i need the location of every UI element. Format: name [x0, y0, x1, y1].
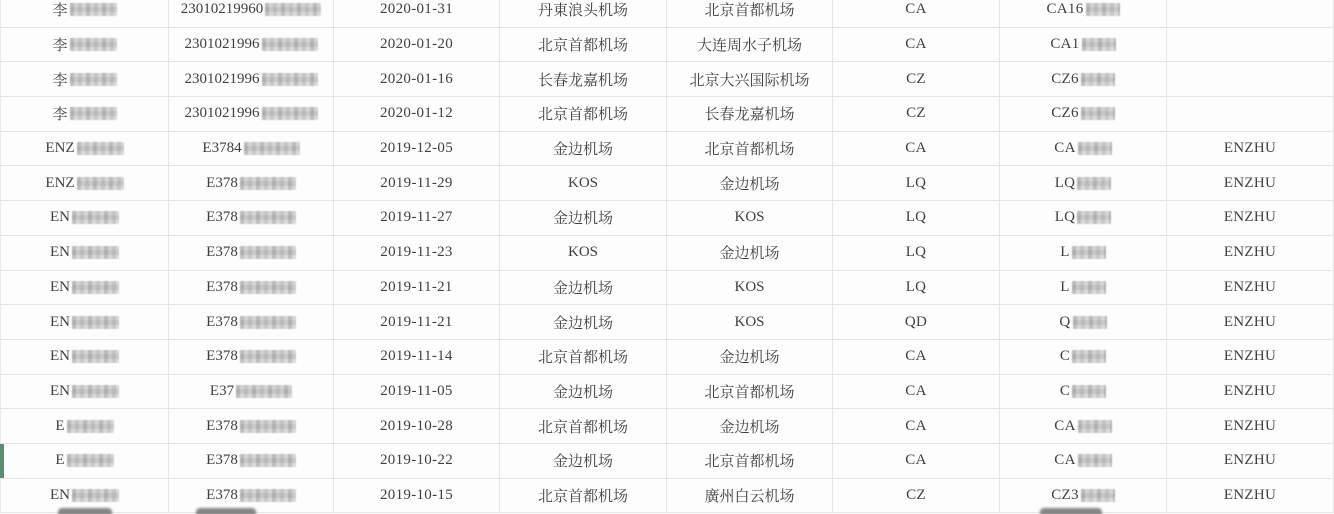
cell-arrival-airport[interactable]: 金边机场: [667, 340, 833, 374]
redaction-blur: [1072, 281, 1106, 294]
redaction-blur: [262, 107, 318, 120]
redaction-blur: [240, 177, 296, 190]
cell-passenger-name[interactable]: [0, 236, 169, 270]
redaction-blur: [67, 420, 114, 433]
cell-airline-code[interactable]: LQ: [833, 236, 1000, 270]
redaction-blur: [72, 246, 119, 259]
redaction-blur: [70, 3, 117, 16]
redaction-blur: [1078, 420, 1112, 433]
cell-flight-number[interactable]: [1000, 201, 1167, 235]
cell-booking-agent[interactable]: ENZHU: [1167, 271, 1334, 305]
name-prefix-text: 李: [52, 38, 68, 55]
cell-flight-number[interactable]: [1000, 132, 1167, 166]
name-prefix-text: E: [55, 417, 65, 434]
cell-id-number[interactable]: [169, 166, 334, 200]
cell-airline-code[interactable]: CA: [833, 444, 1000, 478]
redaction-blur: [262, 38, 318, 51]
cell-booking-agent[interactable]: ENZHU: [1167, 479, 1334, 513]
cell-id-number[interactable]: [169, 62, 334, 96]
cell-flight-number[interactable]: [1000, 97, 1167, 131]
cell-flight-number[interactable]: [1000, 236, 1167, 270]
cell-passenger-name[interactable]: [0, 305, 169, 339]
redaction-blur: [240, 489, 296, 502]
cell-flight-date[interactable]: 2020-01-20: [334, 28, 500, 62]
cell-passenger-name[interactable]: [0, 409, 169, 443]
cell-flight-number[interactable]: [1000, 62, 1167, 96]
id-prefix-text: E378: [206, 209, 238, 226]
flight-prefix-text: CZ6: [1051, 70, 1079, 87]
cell-flight-date[interactable]: 2019-11-21: [334, 305, 500, 339]
cell-airline-code[interactable]: QD: [833, 305, 1000, 339]
table-row: [0, 305, 1334, 340]
next-row-redaction-smudge: [58, 508, 112, 514]
cell-airline-code[interactable]: CA: [833, 375, 1000, 409]
cell-flight-date[interactable]: 2019-11-27: [334, 201, 500, 235]
cell-flight-number[interactable]: [1000, 340, 1167, 374]
cell-booking-agent[interactable]: ENZHU: [1167, 340, 1334, 374]
redaction-blur: [72, 281, 119, 294]
cell-airline-code[interactable]: CA: [833, 0, 1000, 27]
cell-arrival-airport[interactable]: 廣州白云机场: [667, 479, 833, 513]
cell-departure-airport[interactable]: 北京首都机场: [500, 28, 667, 62]
cell-flight-date[interactable]: 2019-11-05: [334, 375, 500, 409]
id-prefix-text: 2301021996: [184, 105, 260, 122]
cell-departure-airport[interactable]: KOS: [500, 236, 667, 270]
flight-prefix-text: CA: [1054, 140, 1076, 157]
cell-airline-code[interactable]: CZ: [833, 62, 1000, 96]
table-row: [0, 0, 1334, 28]
cell-booking-agent[interactable]: ENZHU: [1167, 201, 1334, 235]
redaction-blur: [1077, 177, 1111, 190]
cell-flight-date[interactable]: 2019-11-29: [334, 166, 500, 200]
cell-arrival-airport[interactable]: 北京首都机场: [667, 375, 833, 409]
cell-arrival-airport[interactable]: 大连周水子机场: [667, 28, 833, 62]
cell-airline-code[interactable]: CA: [833, 409, 1000, 443]
id-prefix-text: E378: [206, 348, 238, 365]
cell-passenger-name[interactable]: [0, 62, 169, 96]
name-prefix-text: 李: [52, 72, 68, 89]
redaction-blur: [70, 107, 117, 120]
cell-id-number[interactable]: [169, 340, 334, 374]
cell-booking-agent[interactable]: [1167, 62, 1334, 96]
cell-departure-airport[interactable]: 北京首都机场: [500, 340, 667, 374]
cell-id-number[interactable]: [169, 271, 334, 305]
redaction-blur: [1078, 142, 1112, 155]
cell-flight-date[interactable]: 2019-11-21: [334, 271, 500, 305]
next-row-redaction-smudge: [196, 508, 256, 514]
table-row: [0, 271, 1334, 306]
table-row: [0, 236, 1334, 271]
cell-departure-airport[interactable]: 北京首都机场: [500, 97, 667, 131]
flight-prefix-text: L: [1060, 244, 1070, 261]
redaction-blur: [1081, 107, 1115, 120]
redaction-blur: [1082, 38, 1116, 51]
name-prefix-text: ENZ: [45, 140, 75, 157]
cell-airline-code[interactable]: LQ: [833, 271, 1000, 305]
redaction-blur: [262, 73, 318, 86]
id-prefix-text: E378: [206, 278, 238, 295]
name-prefix-text: 李: [52, 3, 68, 20]
cell-booking-agent[interactable]: ENZHU: [1167, 166, 1334, 200]
redaction-blur: [1072, 350, 1106, 363]
cell-flight-number[interactable]: [1000, 28, 1167, 62]
cell-passenger-name[interactable]: [0, 0, 169, 27]
cell-passenger-name[interactable]: [0, 375, 169, 409]
cell-passenger-name[interactable]: [0, 28, 169, 62]
table-row: [0, 62, 1334, 97]
name-prefix-text: EN: [50, 278, 70, 295]
cell-arrival-airport[interactable]: 北京首都机场: [667, 444, 833, 478]
redaction-blur: [236, 385, 292, 398]
cell-arrival-airport[interactable]: 北京首都机场: [667, 0, 833, 27]
cell-booking-agent[interactable]: ENZHU: [1167, 444, 1334, 478]
cell-departure-airport[interactable]: 北京首都机场: [500, 479, 667, 513]
id-prefix-text: E37: [209, 382, 235, 399]
redaction-blur: [72, 211, 119, 224]
cell-passenger-name[interactable]: [0, 97, 169, 131]
cell-passenger-name[interactable]: [0, 271, 169, 305]
cell-arrival-airport[interactable]: KOS: [667, 305, 833, 339]
cell-flight-date[interactable]: 2019-11-23: [334, 236, 500, 270]
flight-prefix-text: Q: [1059, 313, 1071, 330]
cell-passenger-name[interactable]: [0, 444, 169, 478]
cell-passenger-name[interactable]: [0, 201, 169, 235]
cell-arrival-airport[interactable]: 北京首都机场: [667, 132, 833, 166]
cell-departure-airport[interactable]: 金边机场: [500, 375, 667, 409]
flight-prefix-text: CZ6: [1051, 105, 1079, 122]
cell-id-number[interactable]: [169, 0, 334, 27]
cell-flight-date[interactable]: 2019-10-15: [334, 479, 500, 513]
table-row: [0, 340, 1334, 375]
cell-id-number[interactable]: [169, 132, 334, 166]
flight-prefix-text: LQ: [1054, 174, 1076, 191]
cell-departure-airport[interactable]: 北京首都机场: [500, 409, 667, 443]
cell-booking-agent[interactable]: [1167, 28, 1334, 62]
cell-departure-airport[interactable]: 金边机场: [500, 271, 667, 305]
redaction-blur: [240, 316, 296, 329]
cell-id-number[interactable]: [169, 97, 334, 131]
redaction-blur: [265, 3, 321, 16]
cell-booking-agent[interactable]: ENZHU: [1167, 305, 1334, 339]
flight-prefix-text: CZ3: [1051, 486, 1079, 503]
cell-departure-airport[interactable]: 金边机场: [500, 132, 667, 166]
cell-arrival-airport[interactable]: KOS: [667, 271, 833, 305]
cell-departure-airport[interactable]: KOS: [500, 166, 667, 200]
cell-booking-agent[interactable]: [1167, 97, 1334, 131]
id-prefix-text: E378: [206, 174, 238, 191]
flight-prefix-text: CA16: [1046, 1, 1084, 18]
cell-flight-number[interactable]: [1000, 409, 1167, 443]
flight-prefix-text: C: [1059, 382, 1071, 399]
cell-id-number[interactable]: [169, 236, 334, 270]
name-prefix-text: E: [55, 452, 65, 469]
table-row: [0, 444, 1334, 479]
cell-id-number[interactable]: [169, 201, 334, 235]
redaction-blur: [240, 246, 296, 259]
redaction-blur: [240, 350, 296, 363]
table-row: [0, 166, 1334, 201]
redaction-blur: [240, 454, 296, 467]
cell-airline-code[interactable]: CZ: [833, 479, 1000, 513]
id-prefix-text: 2301021996: [184, 36, 260, 53]
redaction-blur: [72, 489, 119, 502]
id-prefix-text: 23010219960: [180, 1, 264, 18]
redaction-blur: [1077, 211, 1111, 224]
id-prefix-text: E378: [206, 417, 238, 434]
cell-flight-date[interactable]: 2019-10-22: [334, 444, 500, 478]
redaction-blur: [1073, 316, 1107, 329]
cell-arrival-airport[interactable]: 金边机场: [667, 236, 833, 270]
cell-departure-airport[interactable]: 金边机场: [500, 305, 667, 339]
cell-flight-number[interactable]: [1000, 0, 1167, 27]
next-row-redaction-smudge: [1040, 508, 1102, 514]
cell-arrival-airport[interactable]: 金边机场: [667, 409, 833, 443]
redaction-blur: [77, 177, 124, 190]
cell-id-number[interactable]: [169, 28, 334, 62]
flight-prefix-text: C: [1059, 348, 1071, 365]
table-row: [0, 132, 1334, 167]
cell-passenger-name[interactable]: [0, 340, 169, 374]
flight-prefix-text: CA: [1054, 417, 1076, 434]
cell-airline-code[interactable]: CA: [833, 340, 1000, 374]
table-row: [0, 97, 1334, 132]
cell-booking-agent[interactable]: ENZHU: [1167, 409, 1334, 443]
name-prefix-text: EN: [50, 313, 70, 330]
name-prefix-text: ENZ: [45, 174, 75, 191]
redaction-blur: [1072, 385, 1106, 398]
flight-prefix-text: CA1: [1050, 36, 1080, 53]
cell-flight-date[interactable]: 2019-12-05: [334, 132, 500, 166]
cell-arrival-airport[interactable]: 北京大兴国际机场: [667, 62, 833, 96]
name-prefix-text: EN: [50, 486, 70, 503]
name-prefix-text: EN: [50, 244, 70, 261]
id-prefix-text: E378: [206, 452, 238, 469]
id-prefix-text: E378: [206, 486, 238, 503]
cell-departure-airport[interactable]: 金边机场: [500, 201, 667, 235]
flight-prefix-text: L: [1060, 278, 1070, 295]
cell-arrival-airport[interactable]: KOS: [667, 201, 833, 235]
redaction-blur: [1072, 246, 1106, 259]
cell-airline-code[interactable]: LQ: [833, 201, 1000, 235]
redaction-blur: [1081, 73, 1115, 86]
cell-flight-date[interactable]: 2020-01-31: [334, 0, 500, 27]
cell-passenger-name[interactable]: [0, 166, 169, 200]
cell-id-number[interactable]: [169, 305, 334, 339]
cell-flight-date[interactable]: 2020-01-16: [334, 62, 500, 96]
cell-flight-date[interactable]: 2019-10-28: [334, 409, 500, 443]
flight-prefix-text: CA: [1054, 452, 1076, 469]
selection-edge-marker: [0, 444, 4, 478]
name-prefix-text: EN: [50, 382, 70, 399]
cell-flight-date[interactable]: 2020-01-12: [334, 97, 500, 131]
id-prefix-text: E3784: [202, 140, 242, 157]
name-prefix-text: EN: [50, 348, 70, 365]
cell-airline-code[interactable]: CA: [833, 28, 1000, 62]
cell-booking-agent[interactable]: ENZHU: [1167, 236, 1334, 270]
redaction-blur: [72, 385, 119, 398]
name-prefix-text: 李: [52, 107, 68, 124]
cell-passenger-name[interactable]: [0, 132, 169, 166]
cell-departure-airport[interactable]: 金边机场: [500, 444, 667, 478]
id-prefix-text: E378: [206, 244, 238, 261]
cell-airline-code[interactable]: CA: [833, 132, 1000, 166]
cell-booking-agent[interactable]: [1167, 0, 1334, 27]
cell-flight-number[interactable]: [1000, 271, 1167, 305]
cell-flight-number[interactable]: [1000, 305, 1167, 339]
cell-id-number[interactable]: [169, 444, 334, 478]
cell-flight-number[interactable]: [1000, 166, 1167, 200]
table-row: [0, 201, 1334, 236]
redaction-blur: [1078, 454, 1112, 467]
redaction-blur: [240, 281, 296, 294]
flight-prefix-text: LQ: [1054, 209, 1076, 226]
cell-flight-number[interactable]: [1000, 375, 1167, 409]
cell-booking-agent[interactable]: ENZHU: [1167, 375, 1334, 409]
cell-airline-code[interactable]: CZ: [833, 97, 1000, 131]
cell-id-number[interactable]: [169, 375, 334, 409]
cell-flight-date[interactable]: 2019-11-14: [334, 340, 500, 374]
cell-arrival-airport[interactable]: 金边机场: [667, 166, 833, 200]
cell-departure-airport[interactable]: 长春龙嘉机场: [500, 62, 667, 96]
redaction-blur: [240, 211, 296, 224]
table-row: [0, 375, 1334, 410]
redaction-blur: [240, 420, 296, 433]
table-row: [0, 409, 1334, 444]
name-prefix-text: EN: [50, 209, 70, 226]
redaction-blur: [1081, 489, 1115, 502]
redaction-blur: [70, 38, 117, 51]
redaction-blur: [244, 142, 300, 155]
id-prefix-text: 2301021996: [184, 70, 260, 87]
id-prefix-text: E378: [206, 313, 238, 330]
table-row: [0, 28, 1334, 63]
cell-airline-code[interactable]: LQ: [833, 166, 1000, 200]
cell-flight-number[interactable]: [1000, 444, 1167, 478]
cell-booking-agent[interactable]: ENZHU: [1167, 132, 1334, 166]
cell-arrival-airport[interactable]: 长春龙嘉机场: [667, 97, 833, 131]
redaction-blur: [77, 142, 124, 155]
cell-id-number[interactable]: [169, 409, 334, 443]
redaction-blur: [72, 350, 119, 363]
redaction-blur: [1086, 3, 1120, 16]
redaction-blur: [70, 73, 117, 86]
redaction-blur: [72, 316, 119, 329]
redaction-blur: [67, 454, 114, 467]
cell-departure-airport[interactable]: 丹東浪头机场: [500, 0, 667, 27]
